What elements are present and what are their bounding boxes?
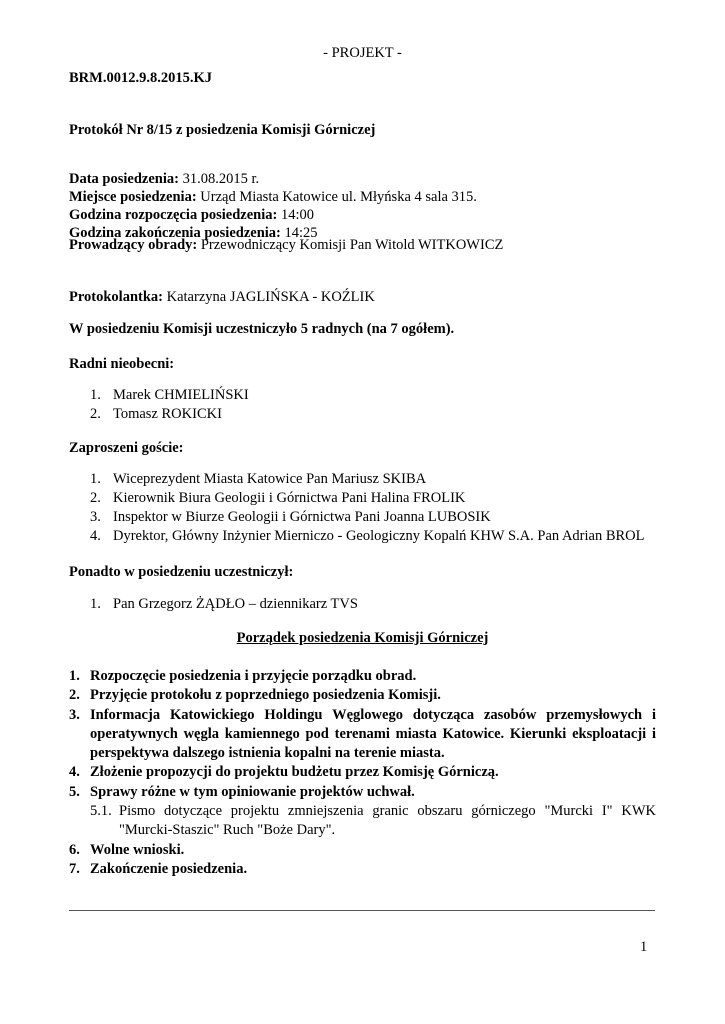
agenda-number: 1. <box>69 668 80 684</box>
agenda-heading-text: Porządek posiedzenia Komisji Górniczej <box>236 630 489 646</box>
list-number: 1. <box>90 596 101 612</box>
list-text: Pan Grzegorz ŻĄDŁO – dziennikarz TVS <box>113 596 358 612</box>
list-number: 4. <box>90 528 101 544</box>
agenda-number: 3. <box>69 706 80 723</box>
meeting-chair <box>69 236 503 255</box>
guests-heading: Zaproszeni goście: <box>69 440 184 456</box>
meeting-date <box>69 170 259 189</box>
agenda-item <box>69 706 656 764</box>
agenda-item <box>69 860 656 879</box>
list-text: Dyrektor, Główny Inżynier Mierniczo - Geologiczny Kopalń KHW S.A. Pan Adrian BROL <box>113 528 645 544</box>
meeting-start-value: 14:00 <box>277 207 315 223</box>
meeting-chair-label: Prowadzący obrady: <box>69 237 198 253</box>
agenda-item <box>69 667 656 686</box>
agenda-text: Rozpoczęcie posiedzenia i przyjęcie porządku obrad. <box>90 668 417 684</box>
recorder-label: Protokolantka: <box>69 289 163 305</box>
agenda-subitem <box>69 802 656 841</box>
also-present-heading: Ponadto w posiedzeniu uczestniczył: <box>69 564 294 580</box>
agenda-item <box>69 783 656 802</box>
agenda-heading <box>0 629 725 648</box>
agenda-number: 4. <box>69 764 80 781</box>
agenda-number: 6. <box>69 841 80 858</box>
meeting-end-value: 14:25 <box>280 225 318 241</box>
agenda-subitem-text: Pismo dotyczące projektu zmniejszenia granic obszaru górniczego "Murcki I" KWK "Murcki-Staszic" Ruch "Boże Dary". <box>119 803 656 839</box>
list-text: Marek CHMIELIŃSKI <box>113 387 249 403</box>
agenda-number: 5. <box>69 783 80 800</box>
agenda-item <box>69 686 656 705</box>
list-number: 2. <box>90 406 101 422</box>
agenda-number: 2. <box>69 687 80 704</box>
list-number: 1. <box>90 471 101 487</box>
absent-heading: Radni nieobecni: <box>69 356 175 372</box>
meeting-date-label: Data posiedzenia: <box>69 171 179 187</box>
list-number: 3. <box>90 509 101 525</box>
agenda-number: 7. <box>69 860 80 877</box>
list-text: Inspektor w Biurze Geologii i Górnictwa Pani Joanna LUBOSIK <box>113 509 491 525</box>
recorder-value: Katarzyna JAGLIŃSKA - KOŹLIK <box>163 289 375 305</box>
draft-label: - PROJEKT - <box>323 45 402 61</box>
meeting-start <box>69 206 314 225</box>
page-number: 1 <box>640 939 648 955</box>
footer-divider <box>69 910 655 911</box>
meeting-date-value: 31.08.2015 r. <box>178 171 260 187</box>
agenda-text: Wolne wnioski. <box>90 841 185 858</box>
agenda-item <box>69 841 656 860</box>
document-title: Protokół Nr 8/15 z posiedzenia Komisji Górniczej <box>69 122 376 138</box>
meeting-start-label: Godzina rozpoczęcia posiedzenia: <box>69 207 278 223</box>
agenda-text: Zakończenie posiedzenia. <box>90 860 248 877</box>
reference-number: BRM.0012.9.8.2015.KJ <box>69 70 212 86</box>
meeting-place-label: Miejsce posiedzenia: <box>69 189 197 205</box>
agenda-text: Informacja Katowickiego Holdingu Węglowego dotycząca zasobów przemysłowych i operatywnych węgla kamiennego pod terenami miasta Katowice. Kierunki eksploatacji i perspektywa dalszego istnienia kopalni na terenie miasta. <box>90 706 656 762</box>
meeting-place <box>69 188 477 207</box>
meeting-place-value: Urząd Miasta Katowice ul. Młyńska 4 sala 315. <box>196 189 477 205</box>
recorder <box>69 288 375 307</box>
agenda-list <box>69 667 656 879</box>
meeting-end-label: Godzina zakończenia posiedzenia: <box>69 225 281 241</box>
attendance-statement: W posiedzeniu Komisji uczestniczyło 5 radnych (na 7 ogółem). <box>69 321 455 337</box>
agenda-item <box>69 763 656 782</box>
meeting-chair-value: Przewodniczący Komisji Pan Witold WITKOWICZ <box>197 237 504 253</box>
list-number: 1. <box>90 387 101 403</box>
agenda-text: Złożenie propozycji do projektu budżetu przez Komisję Górniczą. <box>90 764 499 781</box>
list-text: Kierownik Biura Geologii i Górnictwa Pani Halina FROLIK <box>113 490 466 506</box>
list-text: Tomasz ROKICKI <box>113 406 222 422</box>
agenda-text: Przyjęcie protokołu z poprzedniego posiedzenia Komisji. <box>90 687 441 704</box>
list-text: Wiceprezydent Miasta Katowice Pan Mariusz SKIBA <box>113 471 427 487</box>
list-number: 2. <box>90 490 101 506</box>
agenda-subitem-number: 5.1. <box>90 803 112 820</box>
agenda-text: Sprawy różne w tym opiniowanie projektów uchwał. <box>90 783 415 800</box>
